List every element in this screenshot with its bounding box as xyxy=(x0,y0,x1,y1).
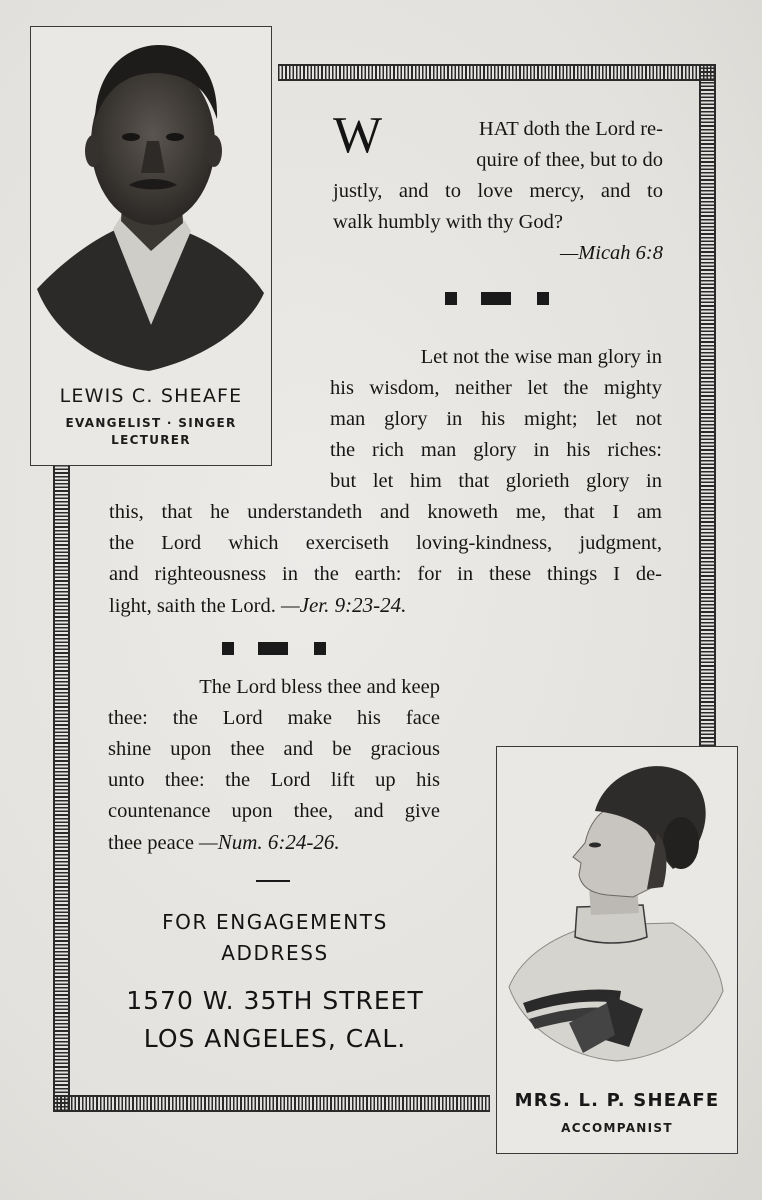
verse-micah-drop-cap: W xyxy=(333,107,383,164)
border-right-hatch xyxy=(699,64,716,746)
verse-jeremiah-line: the Lord which exerciseth loving-kindness, judgment, xyxy=(109,532,662,554)
verse-numbers-line: shine upon thee and be gracious xyxy=(108,738,440,760)
verse-jeremiah-line: man glory in his might; let not xyxy=(330,408,662,430)
bottom-profile-role: ACCOMPANIST xyxy=(561,1121,673,1135)
border-left-hatch xyxy=(53,466,70,1111)
verse-numbers-line: thee: the Lord make his face xyxy=(108,707,440,729)
verse-jeremiah-line: his wisdom, neither let the mighty xyxy=(330,377,662,399)
verse-numbers-line: unto thee: the Lord lift up his xyxy=(108,769,440,791)
top-profile-name: LEWIS C. SHEAFE xyxy=(59,385,243,407)
verse-jeremiah xyxy=(330,342,662,497)
verse-jeremiah-line: and righteousness in the earth: for in these things I de- xyxy=(109,563,662,585)
bottom-portrait-box xyxy=(496,746,738,1154)
verse-numbers-line: countenance upon thee, and give xyxy=(108,800,440,822)
border-top-hatch xyxy=(278,64,716,81)
verse-jeremiah-wide xyxy=(109,497,662,622)
top-profile-roles: EVANGELIST · SINGER xyxy=(65,416,237,430)
verse-jeremiah-line: but let him that glorieth glory in xyxy=(330,470,662,492)
verse-numbers xyxy=(108,672,440,859)
verse-micah-reference: —Micah 6:8 xyxy=(559,242,663,264)
engagements-subheading: ADDRESS xyxy=(221,941,329,965)
verse-micah xyxy=(333,107,663,269)
bottom-profile-name: MRS. L. P. SHEAFE xyxy=(514,1090,720,1111)
border-bottom-hatch xyxy=(53,1095,490,1112)
block-ornament-icon xyxy=(222,642,328,655)
top-profile-roles-2: LECTURER xyxy=(111,433,191,447)
verse-jeremiah-line: the rich man glory in his riches: xyxy=(330,439,662,461)
block-ornament-icon xyxy=(445,292,551,305)
verse-numbers-reference: —Num. 6:24-26. xyxy=(199,830,340,854)
verse-micah-line: justly, and to love mercy, and to xyxy=(333,180,663,202)
divider xyxy=(256,880,290,882)
top-portrait-box xyxy=(30,26,272,466)
verse-jeremiah-line: this, that he understandeth and knoweth me, that I am xyxy=(109,501,662,523)
man-portrait-icon xyxy=(31,27,270,377)
engagements-heading: FOR ENGAGEMENTS xyxy=(162,910,388,934)
verse-numbers-line: thee peace xyxy=(108,832,194,854)
verse-jeremiah-line: light, saith the Lord. xyxy=(109,595,276,617)
verse-numbers-last-line xyxy=(108,827,440,859)
address-city: LOS ANGELES, CAL. xyxy=(143,1024,407,1053)
woman-portrait-icon xyxy=(497,747,736,1077)
address-street: 1570 W. 35TH STREET xyxy=(126,986,424,1015)
verse-micah-line: HAT doth the Lord re- xyxy=(478,118,663,140)
verse-numbers-line: The Lord bless thee and keep xyxy=(199,676,440,698)
verse-micah-line: quire of thee, but to do xyxy=(476,149,663,171)
verse-micah-line: walk humbly with thy God? xyxy=(333,211,564,233)
verse-jeremiah-last-line xyxy=(109,590,662,622)
verse-jeremiah-line: Let not the wise man glory in xyxy=(420,346,662,368)
verse-jeremiah-reference: —Jer. 9:23-24. xyxy=(280,593,407,617)
